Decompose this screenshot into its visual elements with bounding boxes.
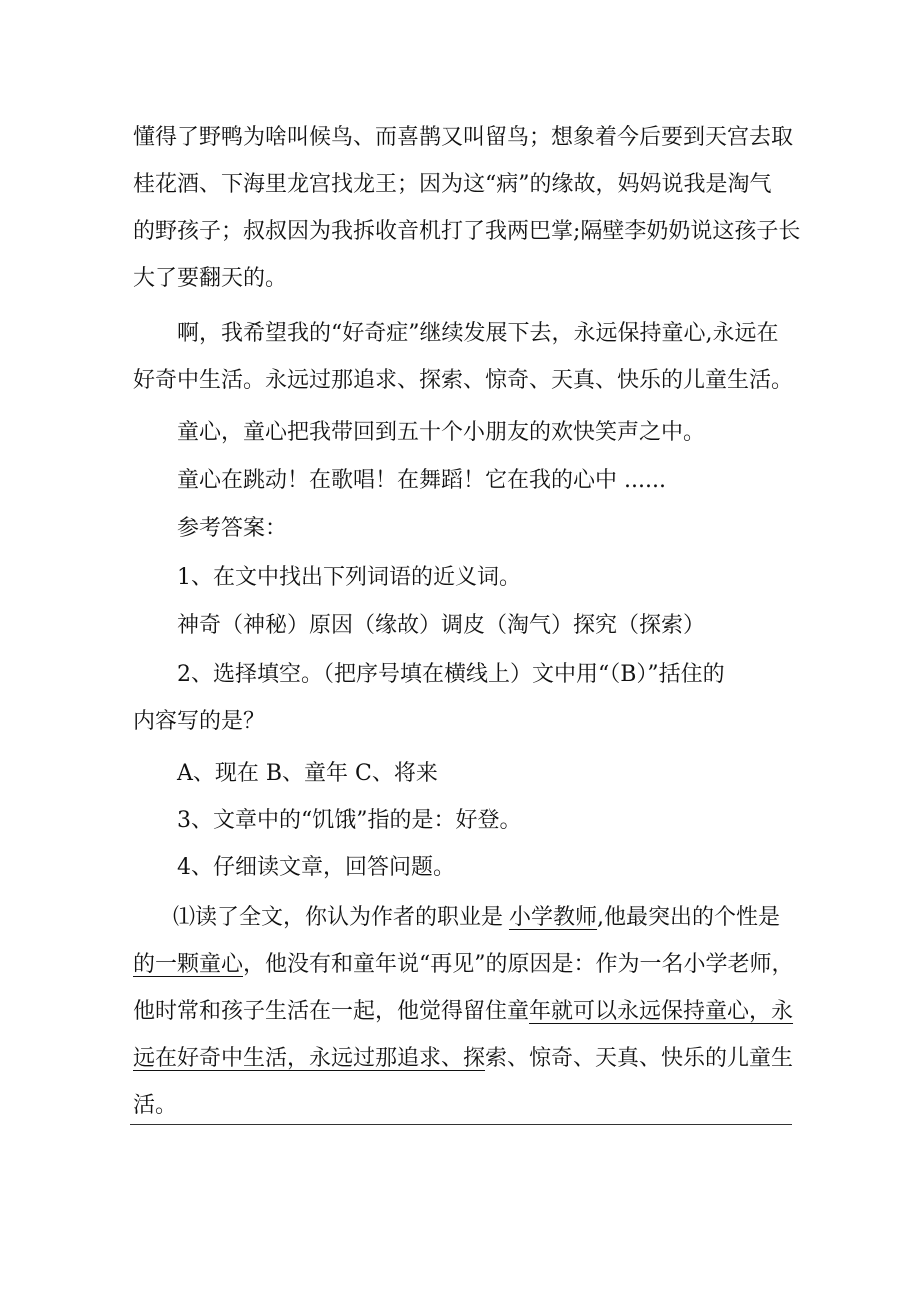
question-4-sub-1-line-2 [0, 950, 920, 980]
paragraph-3: 童心，童心把我带回到五十个小朋友的欢快笑声之中。 [177, 420, 706, 445]
question-4-sub-1-line-1 [0, 903, 920, 933]
sub1-mid-2: ，他没有和童年说“再见”的原因是：作为一名小学老师， [243, 952, 794, 977]
question-4: 4、仔细读文章，回答问题。 [177, 855, 455, 880]
paragraph-2-line-2: 好奇中生活。永远过那追求、探索、惊奇、天真、快乐的儿童生活。 [133, 368, 794, 393]
question-2-options: A、现在 B、童年 C、将来 [177, 761, 438, 786]
paragraph-1-line-4: 大了要翻天的。 [133, 266, 288, 291]
sub1-trait-answer: 的一颗童心 [133, 952, 244, 977]
sub1-mid: ,他最突出的个性是 [597, 905, 781, 930]
question-2-line-1: 2、选择填空。（把序号填在横线上）文中用“（B）”括住的 [177, 662, 725, 687]
paragraph-4: 童心在跳动！在歌唱！在舞蹈！它在我的心中 ...... [177, 468, 666, 493]
question-4-sub-1-line-5: 活。 [133, 1093, 178, 1118]
paragraph-2-line-1: 啊，我希望我的“好奇症”继续发展下去，永远保持童心,永远在 [177, 321, 779, 346]
reason-line-3-rest: 索、惊奇、天真、快乐的儿童生 [485, 1046, 794, 1071]
reason-line-3-underlined: 远在好奇中生活，永远过那追求、探 [133, 1046, 486, 1071]
reason-line-2-underlined: 年就可以永远保持童心，永 [529, 999, 794, 1024]
reason-line-2: 他时常和孩子生活在一起，他觉得留住童 [133, 999, 530, 1024]
bottom-rule [130, 1124, 792, 1125]
sub1-prefix: ⑴读了全文，你认为作者的职业是 [173, 905, 504, 930]
paragraph-1-line-1: 懂得了野鸭为啥叫候鸟、而喜鹊又叫留鸟；想象着今后要到天宫去取 [133, 125, 794, 150]
sub1-job-answer: 小学教师 [509, 905, 598, 930]
paragraph-1-line-3: 的野孩子；叔叔因为我拆收音机打了我两巴掌;隔壁李奶奶说这孩子长 [133, 219, 801, 244]
question-3: 3、文章中的“饥饿”指的是：好登。 [177, 808, 522, 833]
paragraph-1-line-2: 桂花酒、下海里龙宫找龙王；因为这“病”的缘故，妈妈说我是淘气 [133, 172, 772, 197]
question-1: 1、在文中找出下列词语的近义词。 [177, 565, 521, 590]
question-4-sub-1-line-3 [0, 997, 920, 1027]
question-2-line-2: 内容写的是？ [133, 709, 266, 734]
answers-heading: 参考答案： [177, 516, 288, 541]
question-4-sub-1-line-4 [0, 1044, 920, 1074]
answer-1: 神奇（神秘）原因（缘故）调皮（淘气）探究（探索） [177, 613, 706, 638]
